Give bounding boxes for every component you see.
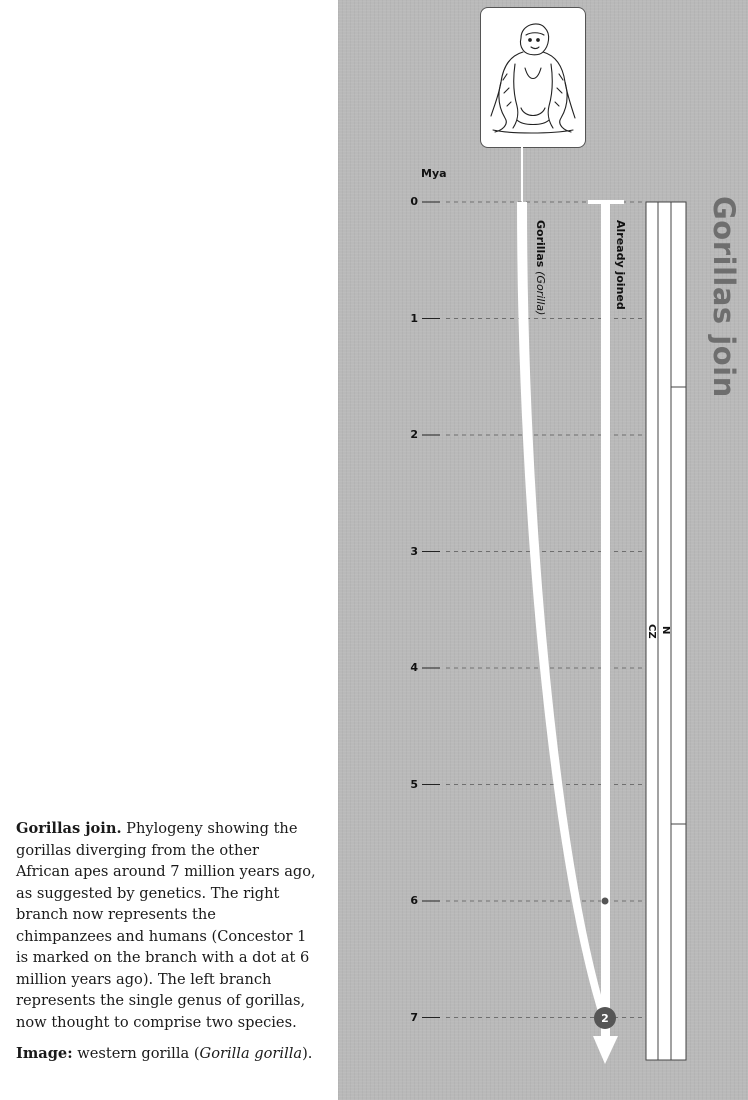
axis-tick-label: 1 (410, 311, 418, 325)
caption-image-pre: western gorilla ( (77, 1045, 200, 1062)
side-title: Gorillas join (707, 196, 741, 398)
caption-image-species: Gorilla gorilla (199, 1045, 303, 1062)
branch-arrowhead (593, 1036, 618, 1064)
already-joined-label: Already joined (614, 220, 627, 310)
axis-tick-label: 7 (410, 1010, 418, 1024)
concestor-1-dot (602, 898, 609, 905)
axis-tick-label: 3 (410, 544, 418, 558)
caption-title: Gorillas join. (16, 820, 122, 837)
already-joined-branch (601, 202, 610, 1038)
axis-tick-label: 4 (410, 661, 418, 674)
period-label: N (660, 626, 671, 635)
axis-tick-label: 6 (410, 894, 418, 907)
caption-body: Phylogeny showing the gorillas diverging from the other African apes around 7 million years ago, as suggested by genetics. The right branch now represents the chimpanzees and humans (Concestor 1 is marked on the branch with a dot at 6 million years ago). The left branch represents the single genus of gorillas, now thought to comprise two species. (16, 820, 316, 1031)
gorilla-branch (517, 202, 606, 1018)
gorillas-label-text: Gorillas (534, 220, 547, 268)
axis-tick-label: 5 (410, 777, 418, 791)
time-axis (422, 202, 646, 1018)
axis-tick-label: 2 (410, 428, 418, 441)
concestor-2-label: 2 (601, 1012, 609, 1025)
caption-image-post: ). (302, 1045, 313, 1062)
gorillas-label-genus: (Gorilla) (534, 271, 547, 316)
era-label: CZ (646, 624, 657, 639)
axis-unit-label: Mya (421, 167, 447, 180)
caption-image-label: Image: (16, 1045, 73, 1062)
axis-tick-label: 0 (410, 195, 418, 208)
gorillas-branch-label (534, 220, 547, 315)
